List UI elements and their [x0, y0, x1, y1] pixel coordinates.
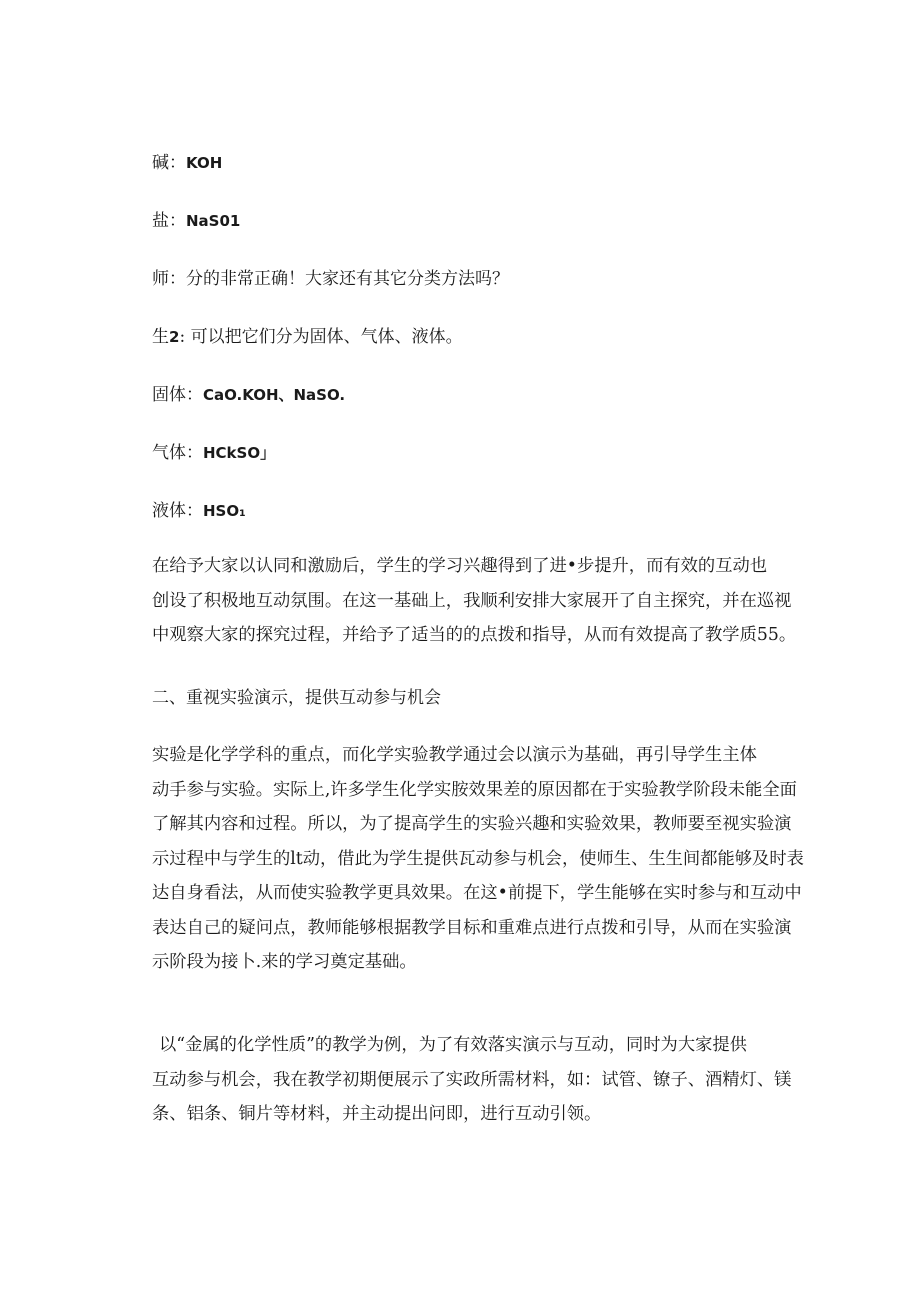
paragraph-2-row: 达自身看法，从而使实验教学更具效果。在这•前提下，学生能够在实时参与和互动中	[152, 883, 802, 903]
paragraph-2-row: 示过程中与学生的lt动，借此为学生提供瓦动参与机会，使师生、生生间都能够及时表	[152, 848, 804, 869]
paragraph-2-row: 动手参与实验。实际上,许多学生化学实胺效果差的原因都在于实验教学阶段未能全面	[152, 779, 797, 800]
student2-text: : 可以把它们分为固体、气体、液体。	[179, 327, 463, 347]
base-label: 碱：	[152, 153, 186, 173]
paragraph-2-row: 表达自己的疑问点，教师能够根据教学目标和重难点进行点拨和引导，从而在实验演	[152, 917, 792, 938]
paragraph-1	[152, 549, 812, 653]
paragraph-2	[152, 738, 812, 980]
liquid-line	[152, 501, 246, 521]
gas-label: 气体：	[152, 443, 203, 463]
gas-line	[152, 443, 275, 463]
paragraph-3-row: 条、铝条、铜片等材料，并主动提出问即，进行互动引领。	[152, 1104, 602, 1124]
salt-formula: NaS01	[186, 212, 241, 230]
liquid-label: 液体：	[152, 501, 203, 521]
student2-number: 2	[169, 328, 180, 346]
section-2-heading: 二、重视实验演示，提供互动参与机会	[152, 688, 441, 708]
paragraph-3-row: 以“金属的化学性质”的教学为例，为了有效落实演示与互动，同时为大家提供	[159, 1035, 747, 1055]
base-formula: KOH	[186, 154, 223, 172]
student2-line	[152, 327, 463, 347]
paragraph-2-row: 示阶段为接卜.来的学习奠定基础。	[152, 952, 417, 972]
solid-formula: CaO.KOH、NaSO.	[203, 386, 346, 404]
solid-line	[152, 385, 345, 405]
gas-formula: HCkSO」	[203, 444, 276, 462]
solid-label: 固体：	[152, 385, 203, 405]
base-line	[152, 153, 222, 173]
liquid-formula: HSO₁	[203, 502, 246, 520]
paragraph-1-row: 创设了积极地互动氛围。在这一基础上，我顺利安排大家展开了自主探究，并在巡视	[152, 590, 792, 611]
paragraph-1-row: 中观察大家的探究过程，并给予了适当的的点拨和指导，从而有效提高了教学质55。	[152, 625, 797, 645]
paragraph-2-row: 了解其内容和过程。所以，为了提高学生的实验兴趣和实验效果，教师要至视实验演	[152, 814, 792, 834]
paragraph-3-row: 互动参与机会，我在教学初期便展示了实政所需材料，如：试管、镣子、酒精灯、镁	[152, 1069, 792, 1090]
teacher-line: 师：分的非常正确！大家还有其它分类方法吗？	[152, 269, 509, 289]
paragraph-3	[152, 1028, 812, 1132]
salt-label: 盐：	[152, 211, 186, 231]
paragraph-2-row: 实验是化学学科的重点，而化学实验教学通过会以演示为基础，再引导学生主体	[152, 745, 757, 765]
paragraph-1-row: 在给予大家以认同和激励后，学生的学习兴趣得到了进•步提升，而有效的互动也	[152, 556, 768, 576]
student2-label: 生	[152, 327, 169, 347]
salt-line	[152, 211, 240, 231]
